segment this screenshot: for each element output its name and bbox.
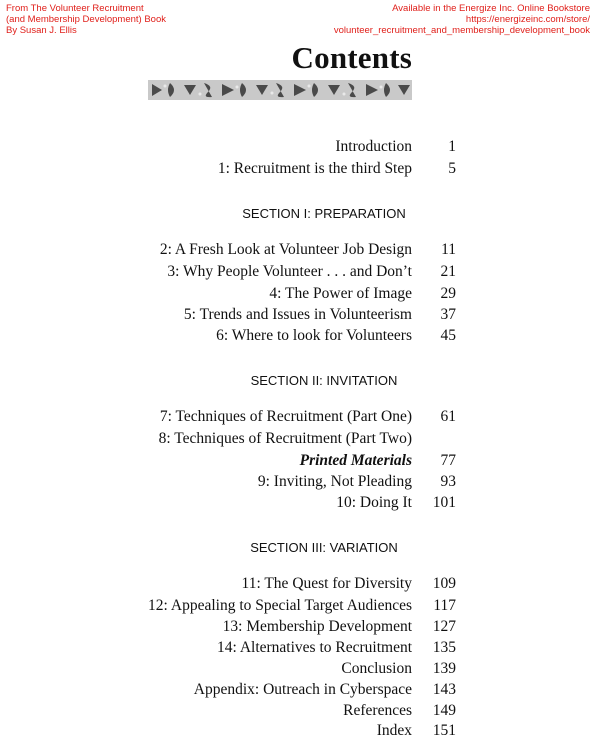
toc-entry (0, 702, 596, 724)
toc-entry (0, 473, 596, 495)
toc-entry-label: 10: Doing It (336, 494, 412, 511)
toc-entry-page: 127 (432, 618, 456, 635)
page-title: Contents (291, 40, 412, 75)
toc-entry-label: 11: The Quest for Diversity (241, 575, 412, 592)
toc-entry-label: References (343, 702, 412, 719)
toc-entry-label: 5: Trends and Issues in Volunteerism (183, 306, 412, 323)
toc-entry-label: 3: Why People Volunteer . . . and Don’t (167, 263, 412, 280)
header-right-line: Available in the Energize Inc. Online Bookstore (392, 3, 590, 14)
toc-entry (0, 241, 596, 263)
toc-entry-page: 135 (432, 639, 456, 656)
toc-entry (0, 408, 596, 430)
toc-entry-page: 11 (441, 241, 456, 258)
toc-entry-page: 149 (432, 702, 456, 719)
toc-entry-page: 5 (448, 160, 456, 177)
toc-entry-label: 7: Techniques of Recruitment (Part One) (159, 408, 412, 425)
toc-entry-page: 45 (440, 327, 456, 344)
header-left-line: (and Membership Development) Book (6, 14, 166, 25)
toc-entry-page: 109 (432, 575, 456, 592)
toc-entry-label: 1: Recruitment is the third Step (217, 160, 412, 177)
header-left-line: By Susan J. Ellis (6, 25, 77, 36)
toc-entry (0, 160, 596, 182)
toc-entry-page: 139 (432, 660, 456, 677)
toc-entry (0, 138, 596, 160)
toc-entry-label: Introduction (335, 138, 412, 155)
toc-entry (0, 639, 596, 661)
toc-entry-label: Appendix: Outreach in Cyberspace (193, 681, 412, 698)
toc-entry (0, 327, 596, 349)
toc-entry-label: 4: The Power of Image (269, 285, 412, 302)
toc-entry-label: 13: Membership Development (222, 618, 412, 635)
toc-entry-page: 143 (432, 681, 456, 698)
toc-entry (0, 452, 596, 474)
toc-entry-label: 12: Appealing to Special Target Audiences (148, 597, 412, 614)
toc-entry-page: 101 (432, 494, 456, 511)
toc-entry (0, 306, 596, 328)
toc-entry-page: 29 (440, 285, 456, 302)
toc-entry-page: 1 (448, 138, 456, 155)
toc-entry-label: 2: A Fresh Look at Volunteer Job Design (159, 241, 412, 258)
section-heading-text: SECTION III: VARIATION (250, 540, 398, 555)
toc-entry (0, 618, 596, 640)
toc-entry (0, 660, 596, 682)
toc-entry-label: Index (376, 722, 412, 739)
header-right-line: https://energizeinc.com/store/ (465, 14, 590, 25)
section-heading (0, 206, 596, 221)
toc-entry-page: 93 (440, 473, 456, 490)
toc-entry-page: 21 (440, 263, 456, 280)
toc-entry-label: 9: Inviting, Not Pleading (257, 473, 412, 490)
toc-entry-label: 14: Alternatives to Recruitment (217, 639, 412, 656)
toc-entry-page: 37 (440, 306, 456, 323)
toc-entry (0, 681, 596, 703)
toc-entry (0, 722, 596, 744)
toc-entry-label: 8: Techniques of Recruitment (Part Two) (158, 430, 412, 447)
toc-entry (0, 263, 596, 285)
toc-entry-label: Printed Materials (299, 452, 412, 469)
toc-entry-page: 77 (440, 452, 456, 469)
section-heading (0, 540, 596, 555)
toc-entry-label: 6: Where to look for Volunteers (216, 327, 412, 344)
toc-entry-label: Conclusion (341, 660, 412, 677)
toc-entry-page: 61 (440, 408, 456, 425)
toc-entry (0, 494, 596, 516)
header-left-line: From The Volunteer Recruitment (6, 3, 144, 14)
section-heading-text: SECTION I: PREPARATION (242, 206, 406, 221)
section-heading-text: SECTION II: INVITATION (250, 373, 398, 388)
toc-entry-page: 117 (433, 597, 456, 614)
toc-entry (0, 597, 596, 619)
toc-entry (0, 285, 596, 307)
toc-entry-page: 151 (432, 722, 456, 739)
toc-entry (0, 575, 596, 597)
toc-entry (0, 430, 596, 452)
section-heading (0, 373, 596, 388)
header-right-line: volunteer_recruitment_and_membership_development_book (333, 25, 590, 36)
